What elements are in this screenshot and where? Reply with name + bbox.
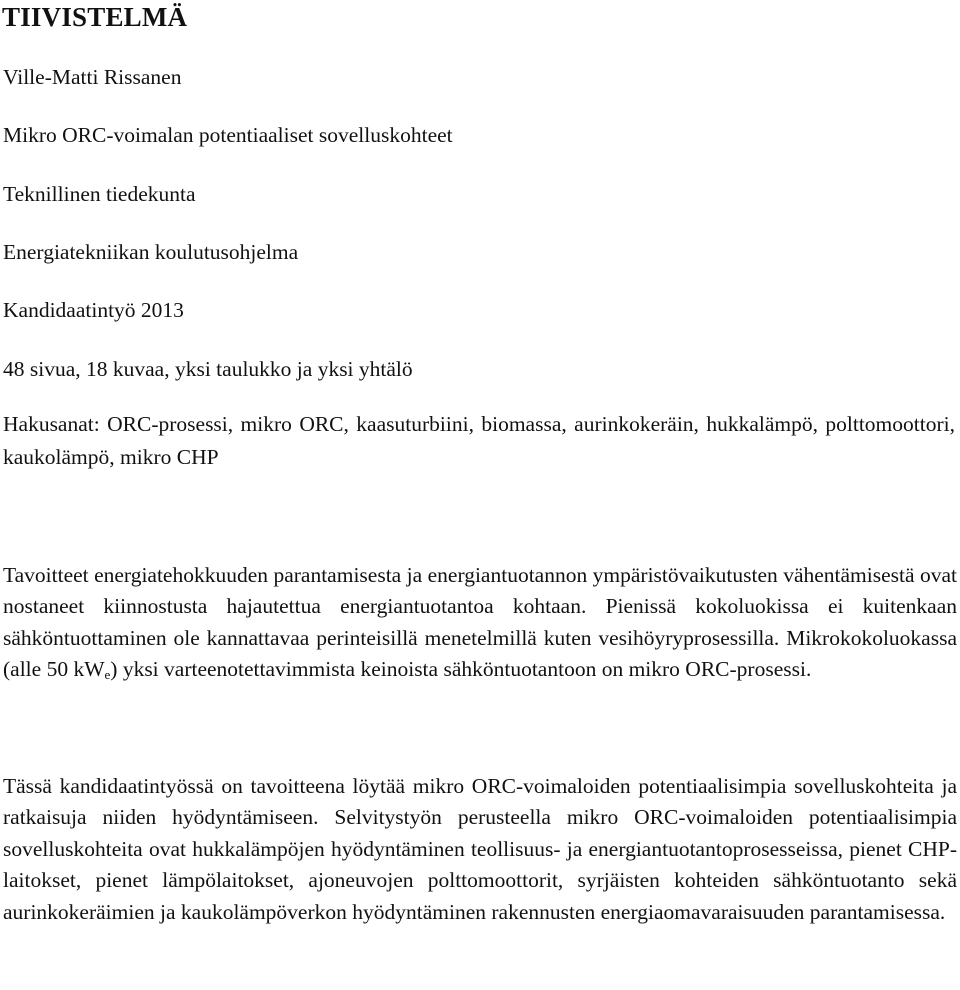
keywords: Hakusanat: ORC-prosessi, mikro ORC, kaasuturbiini, biomassa, aurinkokeräin, hukkalämpö, polttomoottori, kaukolämpö, mikro CHP xyxy=(3,412,955,469)
degree-program: Energiatekniikan koulutusohjelma xyxy=(3,240,299,264)
paragraph-1-text-a: Tavoitteet energiatehokkuuden parantamisesta ja energiantuotannon ympäristövaikutusten vähentämisestä ovat nostaneet kiinnostusta hajautettua energiantuotantoa kohtaan. Pienissä kokoluokissa ei kuitenkaan sähköntuottaminen ole kannattavaa perinteisillä menetelmillä kuten vesihöyryprosessilla. Mikrokokoluokassa (alle 50 kW xyxy=(3,563,957,682)
author-name: Ville-Matti Rissanen xyxy=(3,65,182,89)
page-title: TIIVISTELMÄ xyxy=(2,2,188,32)
thesis-type-year: Kandidaatintyö 2013 xyxy=(3,298,184,322)
page-count-info: 48 sivua, 18 kuvaa, yksi taulukko ja yksi yhtälö xyxy=(3,357,413,381)
faculty-name: Teknillinen tiedekunta xyxy=(3,182,196,206)
paragraph-1-text-b: ) yksi varteenotettavimmista keinoista sähköntuotantoon on mikro ORC-prosessi. xyxy=(110,657,812,682)
abstract-paragraph-1 xyxy=(3,560,957,686)
unit-subscript: e xyxy=(104,667,111,683)
thesis-title: Mikro ORC-voimalan potentiaaliset sovelluskohteet xyxy=(3,123,453,147)
abstract-paragraph-2: Tässä kandidaatintyössä on tavoitteena löytää mikro ORC-voimaloiden potentiaalisimpia sovelluskohteita ja ratkaisuja niiden hyödyntämiseen. Selvitystyön perusteella mikro ORC-voimaloiden potentiaalisimpia sovelluskohteita ovat hukkalämpöjen hyödyntäminen teollisuus- ja energiantuotantoprosesseissa, pienet CHP-laitokset, pienet lämpölaitokset, ajoneuvojen polttomoottorit, syrjäisten kohteiden sähköntuotanto sekä aurinkokeräimien ja kaukolämpöverkon hyödyntäminen rakennusten energiaomavaraisuuden parantamisessa. xyxy=(3,774,957,924)
